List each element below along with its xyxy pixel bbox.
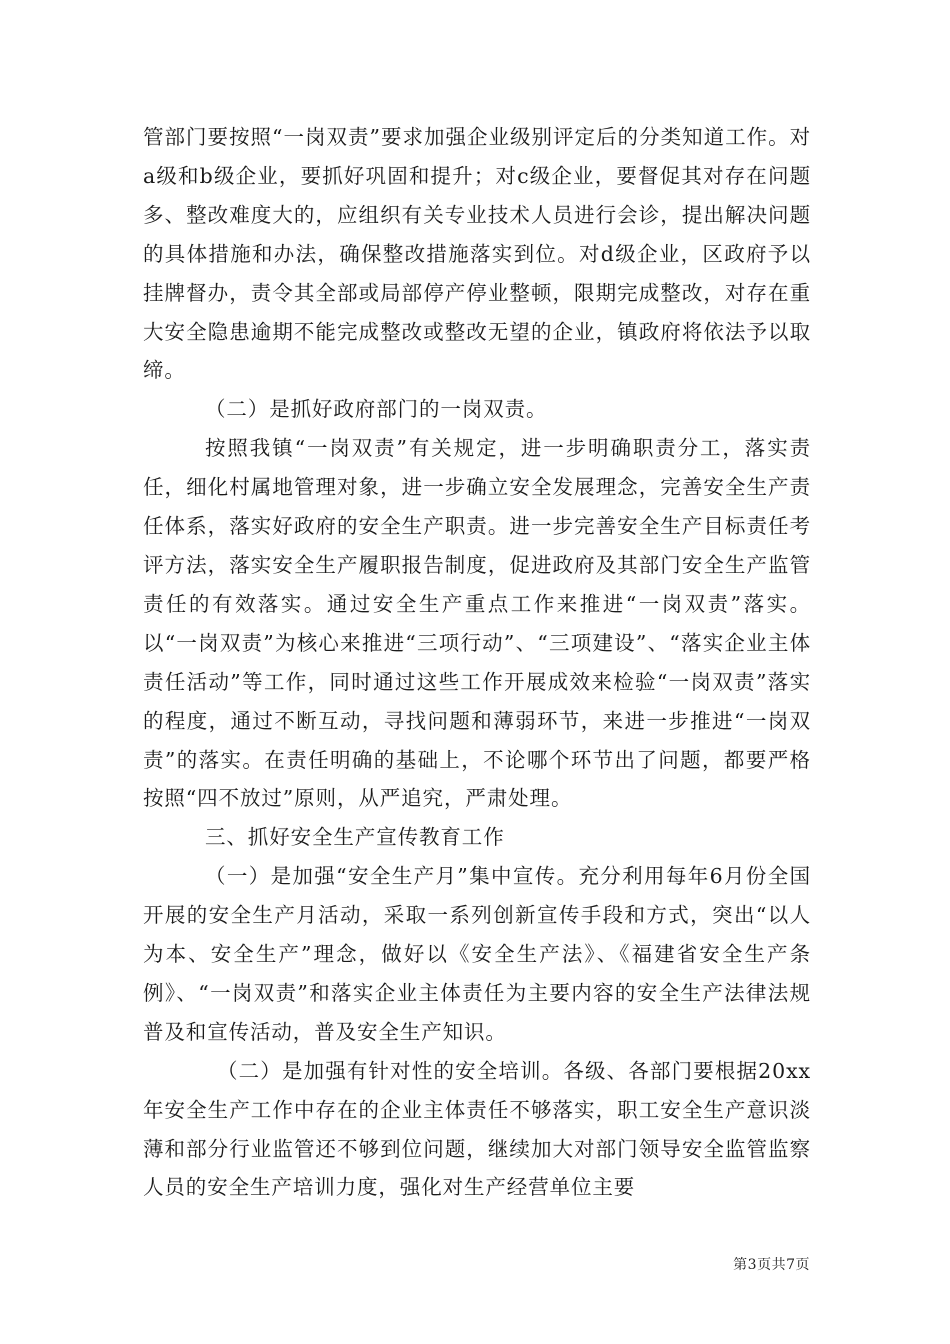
paragraph-enterprise-grading: 管部门要按照“一岗双责”要求加强企业级别评定后的分类知道工作。对a级和b级企业，要抓好巩固和提升；对c级企业，要督促其对存在问题多、整改难度大的，应组织有关专业技术人员进行会诊，提出解决问题的具体措施和办法，确保整改措施落实到位。对d级企业，区政府予以挂牌督办，责令其全部或局部停产停业整顿，限期完成整改，对存在重大安全隐患逾期不能完成整改或整改无望的企业，镇政府将依法予以取缔。 xyxy=(143,125,811,383)
paragraph-safety-training: （二）是加强有针对性的安全培训。各级、各部门要根据20xx年安全生产工作中存在的企业主体责任不够落实，职工安全生产意识淡薄和部分行业监管还不够到位问题，继续加大对部门领导安全监管监察人员的安全生产培训力度，强化对生产经营单位主要 xyxy=(143,1058,811,1200)
section-heading-publicity: 三、抓好安全生产宣传教育工作 xyxy=(205,825,505,850)
subheading-government-duties: （二）是抓好政府部门的一岗双责。 xyxy=(205,397,548,422)
paragraph-safety-month: （一）是加强“安全生产月”集中宣传。充分利用每年6月份全国开展的安全生产月活动，采取一系列创新宣传手段和方式，突出“以人为本、安全生产”理念，做好以《安全生产法》、《福建省安全生产条例》、“一岗双责”和落实企业主体责任为主要内容的安全生产法律法规普及和宣传活动，普及安全生产知识。 xyxy=(143,864,811,1044)
paragraph-government-duties: 按照我镇“一岗双责”有关规定，进一步明确职责分工，落实责任，细化村属地管理对象，进一步确立安全发展理念，完善安全生产责任体系，落实好政府的安全生产职责。进一步完善安全生产目标责任考评方法，落实安全生产履职报告制度，促进政府及其部门安全生产监管责任的有效落实。通过安全生产重点工作来推进“一岗双责”落实。以“一岗双责”为核心来推进“三项行动”、“三项建设”、“落实企业主体责任活动”等工作，同时通过这些工作开展成效来检验“一岗双责”落实的程度，通过不断互动，寻找问题和薄弱环节，来进一步推进“一岗双责”的落实。在责任明确的基础上，不论哪个环节出了问题，都要严格按照“四不放过”原则，从严追究，严肃处理。 xyxy=(143,436,811,811)
page-number-footer: 第3页共7页 xyxy=(733,1257,810,1273)
document-body xyxy=(143,118,811,1207)
